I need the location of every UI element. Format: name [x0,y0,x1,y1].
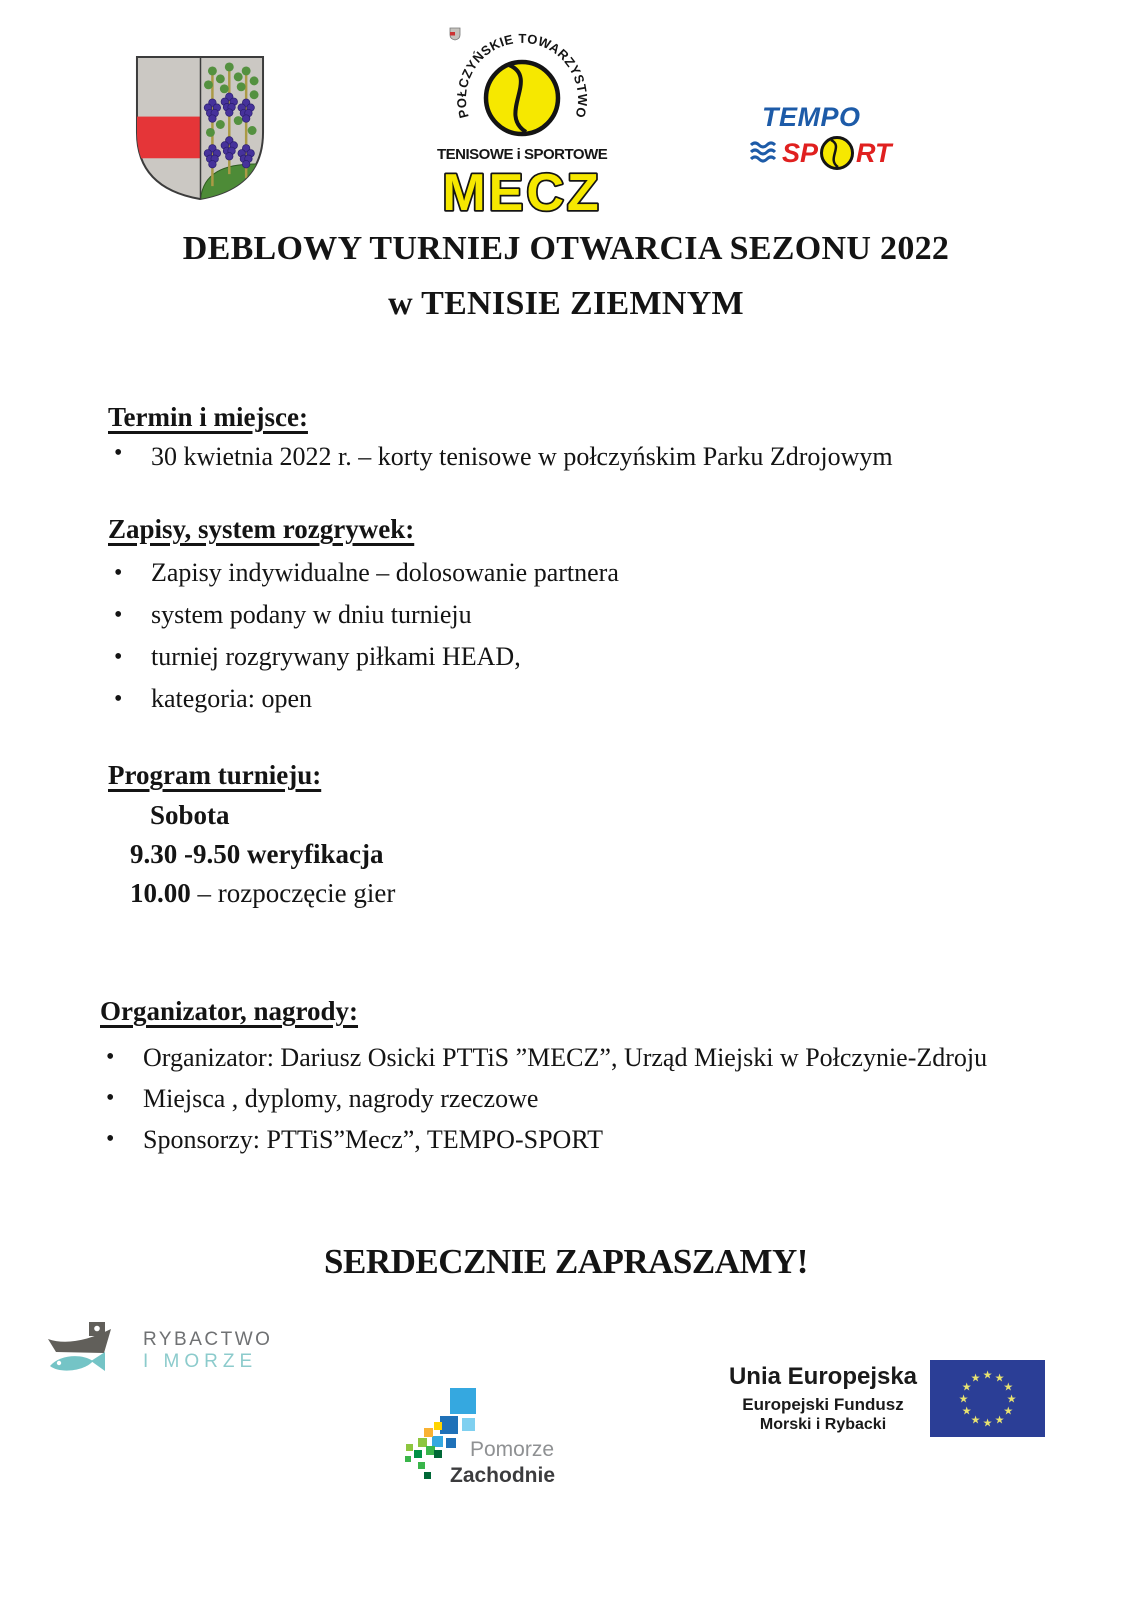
mecz-wordmark [437,163,607,221]
list-item [108,440,1068,474]
section-zapisy [108,512,1068,720]
waves-icon [750,141,780,165]
bullet-text: Organizator: Dariusz Osicki PTTiS ”MECZ”, Urząd Miejski w Połczynie-Zdroju [143,1043,988,1072]
program-row-2 [130,878,1068,908]
tempo-rt: RT [856,137,892,168]
boat-fish-icon [47,1322,135,1380]
bullet-dot: • [106,1044,115,1070]
tempo-word: TEMPO [762,102,861,132]
mecz-club-logo [437,24,607,226]
section-heading-program: Program turnieju: [108,760,322,790]
svg-text:★: ★ [961,1404,972,1418]
svg-text:★: ★ [961,1380,972,1394]
pomorze-line1: Pomorze [470,1438,555,1461]
eu-line1: Unia Europejska [728,1362,918,1390]
section-program [108,758,1068,908]
bullet-text: Miejsca , dyplomy, nagrody rzeczowe [143,1084,539,1113]
section-heading-organizator: Organizator, nagrody: [100,996,359,1026]
bullet-dot: • [114,559,123,586]
tennis-ball-icon [437,24,607,140]
svg-text:★: ★ [1006,1392,1017,1406]
program-text: – rozpoczęcie gier [190,878,396,908]
bullet-dot: • [106,1126,115,1152]
program-day: Sobota [150,800,230,830]
svg-text:MECZ: MECZ [442,164,602,221]
closing-text: SERDECZNIE ZAPRASZAMY! [324,1242,808,1281]
list-item [100,1037,1060,1078]
tempo-ball-icon [818,134,856,172]
section-heading-termin: Termin i miejsce: [108,402,308,432]
bullet-dot: • [114,440,123,466]
section-termin [108,400,1068,474]
tempo-sp: SP [782,137,819,168]
svg-text:★: ★ [970,1413,981,1427]
bullet-text: system podany w dniu turnieju [151,600,472,629]
svg-text:★: ★ [982,1416,993,1430]
bullet-dot: • [114,601,123,628]
mecz-arc-text: POŁCZYŃSKIE TOWARZYSTWO [453,30,591,120]
svg-text:★: ★ [982,1368,993,1382]
rybactwo-line2: I MORZE [143,1351,258,1372]
section-organizator [100,994,1060,1160]
list-item [108,552,1068,594]
page-title-line2: w TENISIE ZIEMNYM [388,285,744,322]
eu-funding-logo [728,1360,1045,1437]
svg-text:★: ★ [1003,1380,1014,1394]
pomorze-zachodnie-logo [404,1386,614,1501]
list-item [100,1119,1060,1160]
pomorze-line2: Zachodnie [450,1464,556,1487]
list-item [108,594,1068,636]
svg-text:★: ★ [970,1371,981,1385]
mecz-subtitle: TENISOWE i SPORTOWE [437,146,608,163]
svg-text:★: ★ [958,1392,969,1406]
eu-line2: Europejski Fundusz [742,1394,904,1414]
svg-text:★: ★ [994,1413,1005,1427]
program-time: 10.00 [130,878,191,908]
bullet-dot: • [114,643,123,670]
program-row-1: 9.30 -9.50 weryfikacja [130,839,384,869]
bullet-text: 30 kwietnia 2022 r. – korty tenisowe w połczyńskim Parku Zdrojowym [151,442,893,471]
eu-flag-icon [930,1360,1045,1437]
rybactwo-line1: RYBACTWO [143,1329,273,1351]
tempo-sport-logo [750,104,940,172]
svg-text:★: ★ [1003,1404,1014,1418]
bullet-text: Sponsorzy: PTTiS”Mecz”, TEMPO-SPORT [143,1125,603,1154]
list-item [108,678,1068,720]
page-title-line1: DEBLOWY TURNIEJ OTWARCIA SEZONU 2022 [182,230,950,267]
bullet-dot: • [106,1085,115,1111]
eu-line3: Morski i Rybacki [759,1416,887,1434]
list-item [100,1078,1060,1119]
bullet-dot: • [114,685,123,712]
rybactwo-i-morze-logo [47,1322,272,1380]
bullet-text: kategoria: open [151,684,312,713]
svg-text:★: ★ [994,1371,1005,1385]
bullet-text: turniej rozgrywany piłkami HEAD, [151,642,521,671]
section-heading-zapisy: Zapisy, system rozgrywek: [108,514,415,544]
polczyn-coat-of-arms-icon [133,53,267,203]
list-item [108,636,1068,678]
bullet-text: Zapisy indywidualne – dolosowanie partnera [151,558,619,587]
